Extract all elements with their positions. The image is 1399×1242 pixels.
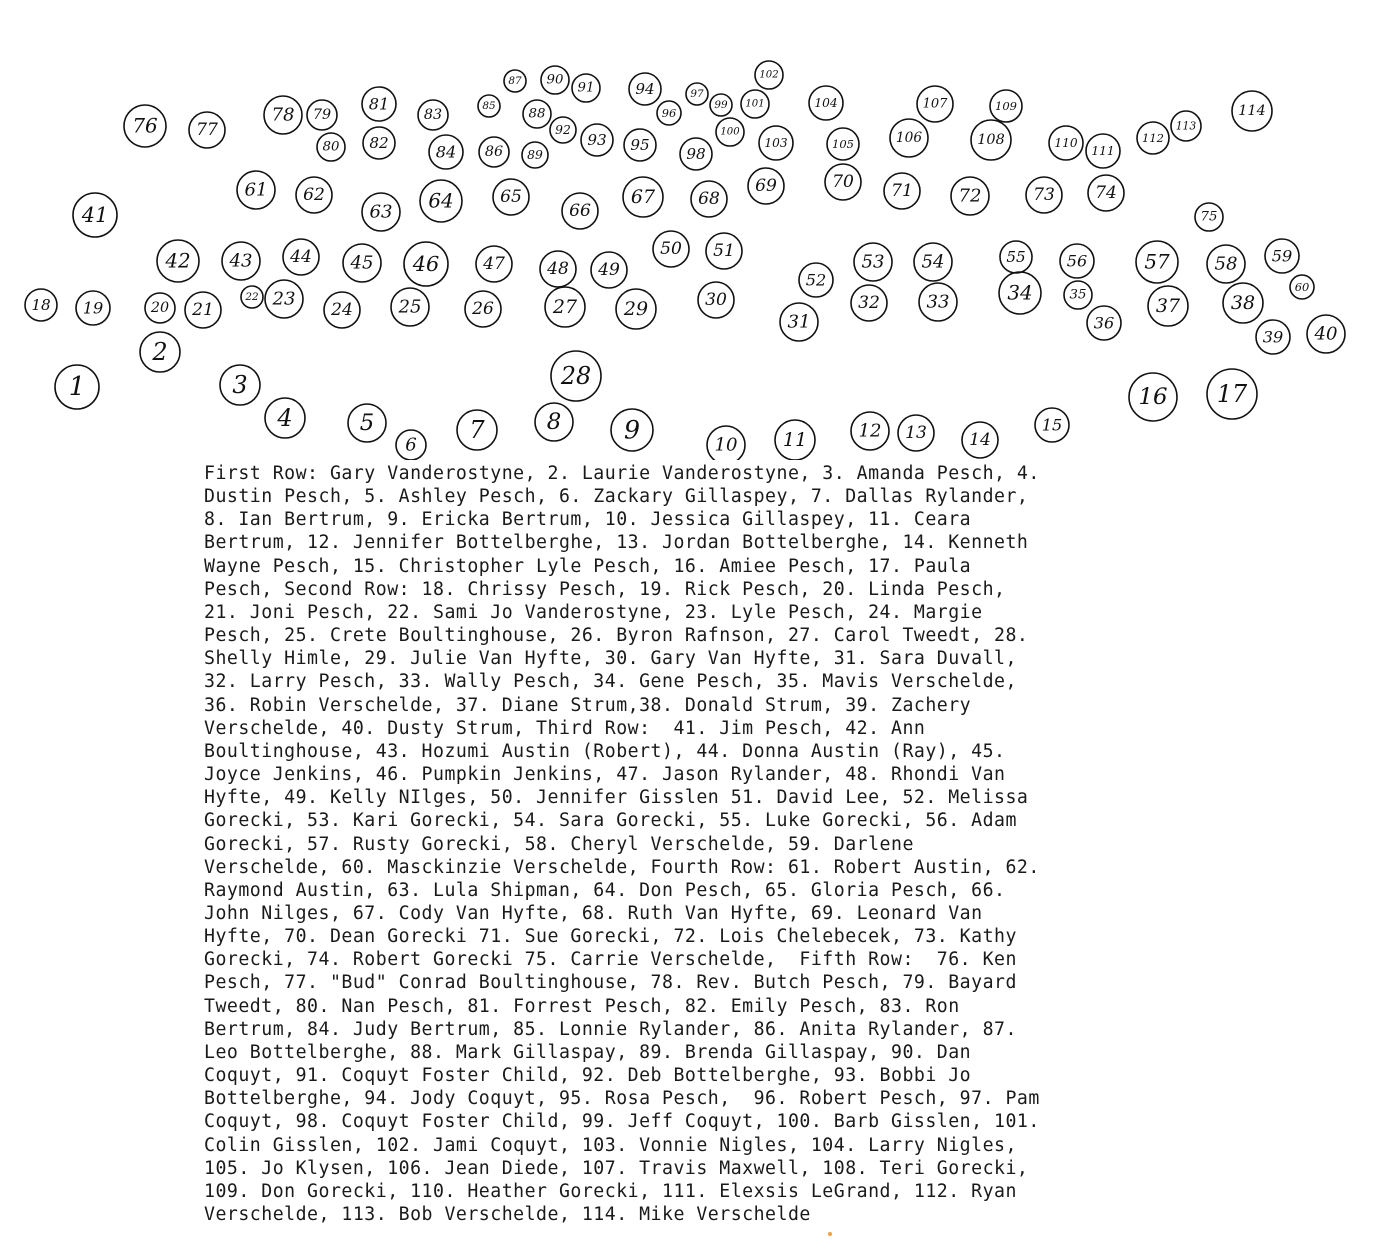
numbered-circles [0, 0, 1399, 460]
key-number: 58 [1214, 253, 1238, 275]
key-marker [362, 193, 400, 231]
key-marker [1060, 244, 1094, 278]
key-marker [1256, 320, 1290, 354]
key-marker [562, 193, 598, 229]
key-number: 33 [926, 291, 950, 313]
caption-line: Hyfte, 70. Dean Gorecki 71. Sue Gorecki, 72. Lois Chelebecek, 73. Kathy [204, 926, 1017, 948]
key-marker [265, 398, 305, 438]
key-number: 99 [714, 99, 728, 111]
caption-line: First Row: Gary Vanderostyne, 2. Laurie Vanderostyne, 3. Amanda Pesch, 4. [204, 463, 1040, 484]
key-marker [854, 243, 892, 281]
paper-speck [828, 1232, 832, 1236]
caption-line: Leo Bottelberghe, 88. Mark Gillaspay, 89. Brenda Gillaspay, 90. Dan [204, 1041, 972, 1063]
caption-line: Hyfte, 49. Kelly NIlges, 50. Jennifer Gisslen 51. David Lee, 52. Melissa [204, 787, 1029, 809]
key-marker [391, 288, 429, 326]
key-number: 100 [720, 126, 740, 138]
key-marker [76, 291, 110, 325]
key-number: 110 [1054, 136, 1078, 150]
key-marker [265, 280, 303, 318]
key-marker [851, 412, 889, 450]
key-marker [917, 86, 953, 122]
key-number: 108 [977, 132, 1005, 148]
key-marker [1148, 286, 1188, 326]
caption-line: 36. Robin Verschelde, 37. Diane Strum,38. Donald Strum, 39. Zachery [204, 694, 972, 716]
caption-line: Gorecki, 74. Robert Gorecki 75. Carrie Verschelde, Fifth Row: 76. Ken [204, 949, 1017, 971]
key-number: 105 [832, 137, 854, 151]
key-number: 69 [755, 176, 777, 196]
key-marker [1129, 373, 1177, 421]
key-marker [237, 171, 275, 209]
caption-line: Verschelde, 113. Bob Verschelde, 114. Mike Verschelde [204, 1204, 811, 1225]
key-marker [898, 415, 934, 451]
key-number: 19 [82, 298, 104, 318]
key-number: 68 [698, 189, 720, 209]
caption-line: Colin Gisslen, 102. Jami Coquyt, 103. Vonnie Nigles, 104. Larry Nigles, [204, 1134, 1017, 1156]
caption-line: Wayne Pesch, 15. Christopher Lyle Pesch, 16. Amiee Pesch, 17. Paula [204, 555, 972, 577]
key-number: 77 [196, 120, 218, 140]
key-marker [396, 430, 426, 460]
key-marker [691, 181, 727, 217]
key-marker [296, 177, 332, 213]
key-number: 34 [1007, 281, 1033, 305]
key-marker [616, 289, 656, 329]
key-marker [429, 135, 463, 169]
key-number: 87 [508, 75, 522, 87]
key-number: 7 [469, 416, 485, 444]
key-marker [189, 112, 225, 148]
key-number: 9 [623, 415, 641, 445]
key-number: 70 [832, 172, 854, 192]
key-marker [1207, 245, 1245, 283]
caption-line: Pesch, Second Row: 18. Chrissy Pesch, 19. Rick Pesch, 20. Linda Pesch, [204, 578, 1006, 600]
key-number: 25 [398, 296, 422, 318]
key-marker [680, 138, 712, 170]
key-number: 57 [1144, 250, 1170, 274]
key-marker [493, 179, 529, 215]
key-marker [540, 251, 576, 287]
key-number: 3 [232, 371, 248, 399]
key-number: 46 [412, 252, 440, 276]
key-number: 98 [686, 145, 706, 163]
caption-line: Raymond Austin, 63. Lula Shipman, 64. Don Pesch, 65. Gloria Pesch, 66. [204, 879, 1006, 901]
key-number: 60 [1294, 280, 1310, 294]
key-marker [657, 101, 681, 125]
key-marker [535, 403, 573, 441]
key-number: 95 [630, 136, 650, 154]
key-number: 114 [1238, 103, 1266, 119]
key-marker [686, 83, 708, 105]
key-marker [55, 365, 99, 409]
key-number: 89 [527, 148, 543, 162]
key-number: 35 [1069, 287, 1087, 303]
key-number: 49 [598, 260, 620, 280]
key-marker [1171, 111, 1201, 141]
key-number: 59 [1271, 246, 1293, 266]
key-marker [1064, 281, 1092, 309]
key-marker [698, 282, 734, 318]
key-marker [348, 404, 386, 442]
key-marker [1000, 241, 1032, 273]
key-marker [890, 119, 928, 157]
key-marker [851, 285, 887, 321]
key-number: 36 [1093, 313, 1115, 333]
key-number: 92 [555, 123, 571, 137]
key-marker [919, 283, 957, 321]
key-marker [706, 233, 742, 269]
caption-line: Verschelde, 60. Masckinzie Verschelde, Fourth Row: 61. Robert Austin, 62. [204, 856, 1040, 878]
key-number: 74 [1095, 183, 1117, 203]
key-marker [222, 242, 260, 280]
key-marker [962, 422, 998, 458]
key-marker [1223, 283, 1263, 323]
key-marker [545, 287, 585, 327]
key-number: 4 [277, 404, 293, 432]
key-number: 56 [1066, 251, 1088, 271]
key-number: 22 [245, 291, 259, 303]
key-marker [363, 127, 395, 159]
key-number: 21 [192, 300, 214, 320]
key-number: 86 [484, 144, 504, 160]
key-number: 67 [630, 186, 656, 208]
key-number: 80 [322, 139, 340, 155]
key-marker [220, 365, 260, 405]
key-number: 32 [858, 293, 880, 313]
key-number: 28 [560, 362, 592, 390]
key-number: 113 [1175, 119, 1197, 133]
key-number: 103 [764, 136, 788, 150]
key-marker [914, 243, 952, 281]
key-marker [759, 126, 793, 160]
key-number: 83 [423, 107, 443, 123]
caption-line: Pesch, 25. Crete Boultinghouse, 26. Byron Rafnson, 27. Carol Tweedt, 28. [204, 625, 1029, 647]
key-marker [629, 73, 661, 105]
caption-line: Coquyt, 98. Coquyt Foster Child, 99. Jeff Coquyt, 100. Barb Gisslen, 101. [204, 1111, 1040, 1133]
key-marker [884, 173, 920, 209]
key-marker [572, 74, 600, 102]
key-marker [999, 272, 1041, 314]
key-number: 30 [705, 290, 727, 310]
key-number: 52 [805, 270, 827, 290]
key-number: 48 [547, 259, 569, 279]
key-number: 10 [714, 434, 738, 456]
key-marker [241, 286, 263, 308]
key-number: 75 [1200, 209, 1218, 225]
key-number: 24 [331, 300, 353, 320]
key-marker [157, 240, 199, 282]
caption-line: Bertrum, 12. Jennifer Bottelberghe, 13. Jordan Bottelberghe, 14. Kenneth [204, 532, 1029, 554]
key-marker [457, 410, 497, 450]
key-number: 91 [577, 80, 595, 96]
key-number: 54 [921, 251, 945, 273]
key-number: 65 [500, 187, 522, 207]
key-number: 101 [745, 98, 765, 110]
key-marker [307, 100, 337, 130]
key-marker [951, 177, 989, 215]
key-number: 38 [1230, 292, 1256, 314]
key-number: 64 [428, 189, 454, 213]
key-number: 44 [290, 247, 312, 267]
key-marker [780, 303, 818, 341]
key-number: 96 [661, 106, 677, 120]
key-marker [1307, 315, 1345, 353]
caption-line: Boultinghouse, 43. Hozumi Austin (Robert), 44. Donna Austin (Ray), 45. [204, 740, 1006, 762]
key-marker [1137, 122, 1169, 154]
key-number: 16 [1138, 384, 1168, 410]
caption-line: Coquyt, 91. Coquyt Foster Child, 92. Deb Bottelberghe, 93. Bobbi Jo [204, 1065, 972, 1087]
key-marker [124, 105, 166, 147]
key-number: 27 [552, 296, 578, 318]
key-number: 109 [995, 99, 1017, 113]
key-number: 79 [312, 107, 332, 123]
key-number: 17 [1216, 380, 1248, 408]
key-number: 107 [922, 96, 948, 112]
key-marker [140, 332, 180, 372]
key-number: 12 [858, 420, 882, 442]
key-marker [1232, 91, 1272, 131]
caption-line: John Nilges, 67. Cody Van Hyfte, 68. Ruth Van Hyfte, 69. Leonard Van [204, 902, 983, 924]
key-number: 15 [1041, 415, 1063, 435]
key-number: 42 [165, 249, 191, 273]
caption-line: Dustin Pesch, 5. Ashley Pesch, 6. Zackary Gillaspey, 7. Dallas Rylander, [204, 486, 1029, 508]
key-number: 112 [1142, 131, 1164, 145]
key-marker [1049, 126, 1083, 160]
caption-line: 32. Larry Pesch, 33. Wally Pesch, 34. Gene Pesch, 35. Mavis Verschelde, [204, 671, 1017, 693]
key-marker [185, 292, 221, 328]
key-number: 104 [814, 96, 838, 110]
key-marker [581, 124, 613, 156]
key-marker [716, 118, 744, 146]
key-number: 41 [81, 203, 109, 227]
key-number: 61 [244, 179, 268, 201]
key-marker [611, 409, 653, 451]
key-marker [707, 426, 745, 460]
key-marker [264, 96, 302, 134]
key-marker [343, 244, 381, 282]
key-marker [1265, 239, 1299, 273]
key-marker [25, 289, 57, 321]
caption-line: Bertrum, 84. Judy Bertrum, 85. Lonnie Rylander, 86. Anita Rylander, 87. [204, 1018, 1017, 1040]
key-number: 18 [31, 296, 51, 314]
key-marker [324, 292, 360, 328]
key-marker [971, 120, 1011, 160]
key-number: 40 [1314, 323, 1338, 345]
key-marker [799, 263, 833, 297]
key-number: 39 [1262, 327, 1284, 347]
key-marker [551, 351, 601, 401]
key-marker [476, 246, 512, 282]
key-marker [404, 242, 448, 286]
caption-line: 8. Ian Bertrum, 9. Ericka Bertrum, 10. Jessica Gillaspey, 11. Ceara [204, 509, 972, 531]
key-number: 63 [369, 201, 393, 223]
key-number: 76 [132, 114, 158, 138]
key-marker [541, 66, 569, 94]
key-marker [362, 87, 396, 121]
key-marker [522, 142, 548, 168]
key-number: 85 [482, 100, 496, 112]
key-marker [623, 177, 663, 217]
key-marker [591, 252, 627, 288]
key-marker [741, 90, 769, 118]
key-marker [1290, 275, 1314, 299]
key-number: 78 [271, 104, 295, 126]
key-number: 6 [405, 434, 417, 456]
key-number: 5 [359, 410, 375, 436]
key-marker [990, 90, 1022, 122]
key-number: 72 [958, 185, 982, 207]
key-marker [1035, 408, 1069, 442]
key-number: 55 [1006, 248, 1026, 266]
caption-line: Bottelberghe, 94. Jody Coquyt, 95. Rosa Pesch, 96. Robert Pesch, 97. Pam [204, 1088, 1040, 1110]
key-number: 43 [229, 250, 253, 272]
key-number: 97 [690, 88, 704, 100]
key-marker [1136, 241, 1178, 283]
key-number: 31 [787, 311, 811, 333]
key-marker [1088, 175, 1124, 211]
key-marker [710, 94, 732, 116]
key-number: 66 [569, 201, 591, 221]
caption-line: 105. Jo Klysen, 106. Jean Diede, 107. Travis Maxwell, 108. Teri Gorecki, [204, 1157, 1029, 1179]
key-marker [73, 193, 117, 237]
key-number: 94 [635, 80, 655, 98]
caption-line: Verschelde, 40. Dusty Strum, Third Row: 41. Jim Pesch, 42. Ann [204, 717, 926, 739]
key-number: 29 [623, 298, 649, 320]
key-marker [1026, 177, 1062, 213]
key-number: 88 [528, 106, 546, 122]
key-marker [748, 168, 784, 204]
caption-line: Joyce Jenkins, 46. Pumpkin Jenkins, 47. Jason Rylander, 48. Rhondi Van [204, 764, 1006, 786]
caption-line: 109. Don Gorecki, 110. Heather Gorecki, 111. Elexsis LeGrand, 112. Ryan [204, 1180, 1017, 1202]
caption-line: Gorecki, 57. Rusty Gorecki, 58. Cheryl Verschelde, 59. Darlene [204, 833, 914, 855]
key-marker [755, 61, 783, 89]
key-number: 8 [546, 409, 562, 435]
caption-line: Shelly Himle, 29. Julie Van Hyfte, 30. Gary Van Hyfte, 31. Sara Duvall, [204, 648, 1017, 670]
key-marker [1086, 134, 1120, 168]
key-number: 73 [1033, 185, 1055, 205]
key-number: 1 [68, 372, 86, 402]
key-number: 84 [435, 142, 457, 162]
key-marker [478, 95, 500, 117]
key-marker [465, 291, 501, 327]
key-number: 45 [350, 252, 374, 274]
key-marker [479, 137, 509, 167]
key-number: 20 [150, 300, 170, 316]
key-number: 23 [272, 288, 296, 310]
key-number: 37 [1155, 295, 1181, 317]
key-number: 62 [303, 185, 325, 205]
name-caption [204, 462, 1204, 1226]
key-number: 53 [861, 251, 885, 273]
key-marker [550, 117, 576, 143]
key-number: 13 [905, 423, 927, 443]
key-marker [1087, 306, 1121, 340]
key-marker [317, 133, 345, 161]
key-number: 2 [152, 338, 168, 366]
key-marker [1207, 369, 1257, 419]
key-number: 47 [483, 254, 505, 274]
key-number: 90 [546, 72, 564, 88]
key-number: 11 [782, 429, 808, 451]
key-number: 93 [587, 131, 607, 149]
key-number: 106 [895, 130, 923, 146]
key-number: 102 [759, 69, 779, 81]
key-number: 14 [969, 430, 991, 450]
key-marker [827, 128, 859, 160]
key-marker [825, 164, 861, 200]
key-marker [420, 180, 462, 222]
key-marker [1195, 203, 1223, 231]
key-marker [504, 70, 526, 92]
key-marker [653, 231, 689, 267]
caption-line: 21. Joni Pesch, 22. Sami Jo Vanderostyne, 23. Lyle Pesch, 24. Margie [204, 601, 983, 623]
key-number: 81 [368, 94, 390, 114]
key-marker [418, 100, 448, 130]
key-marker [775, 420, 815, 460]
caption-line: Gorecki, 53. Kari Gorecki, 54. Sara Gorecki, 55. Luke Gorecki, 56. Adam [204, 810, 1017, 832]
key-number: 26 [472, 299, 494, 319]
key-number: 82 [369, 134, 389, 152]
caption-line: Pesch, 77. "Bud" Conrad Boultinghouse, 78. Rev. Butch Pesch, 79. Bayard [204, 972, 1017, 994]
photo-key-diagram [0, 0, 1399, 460]
caption-line: Tweedt, 80. Nan Pesch, 81. Forrest Pesch, 82. Emily Pesch, 83. Ron [204, 995, 960, 1017]
key-number: 111 [1091, 144, 1115, 158]
key-marker [523, 100, 551, 128]
key-marker [145, 293, 175, 323]
key-marker [624, 129, 656, 161]
key-number: 71 [891, 181, 913, 201]
key-number: 50 [660, 239, 682, 259]
key-marker [283, 239, 319, 275]
key-marker [809, 86, 843, 120]
key-number: 51 [713, 241, 735, 261]
